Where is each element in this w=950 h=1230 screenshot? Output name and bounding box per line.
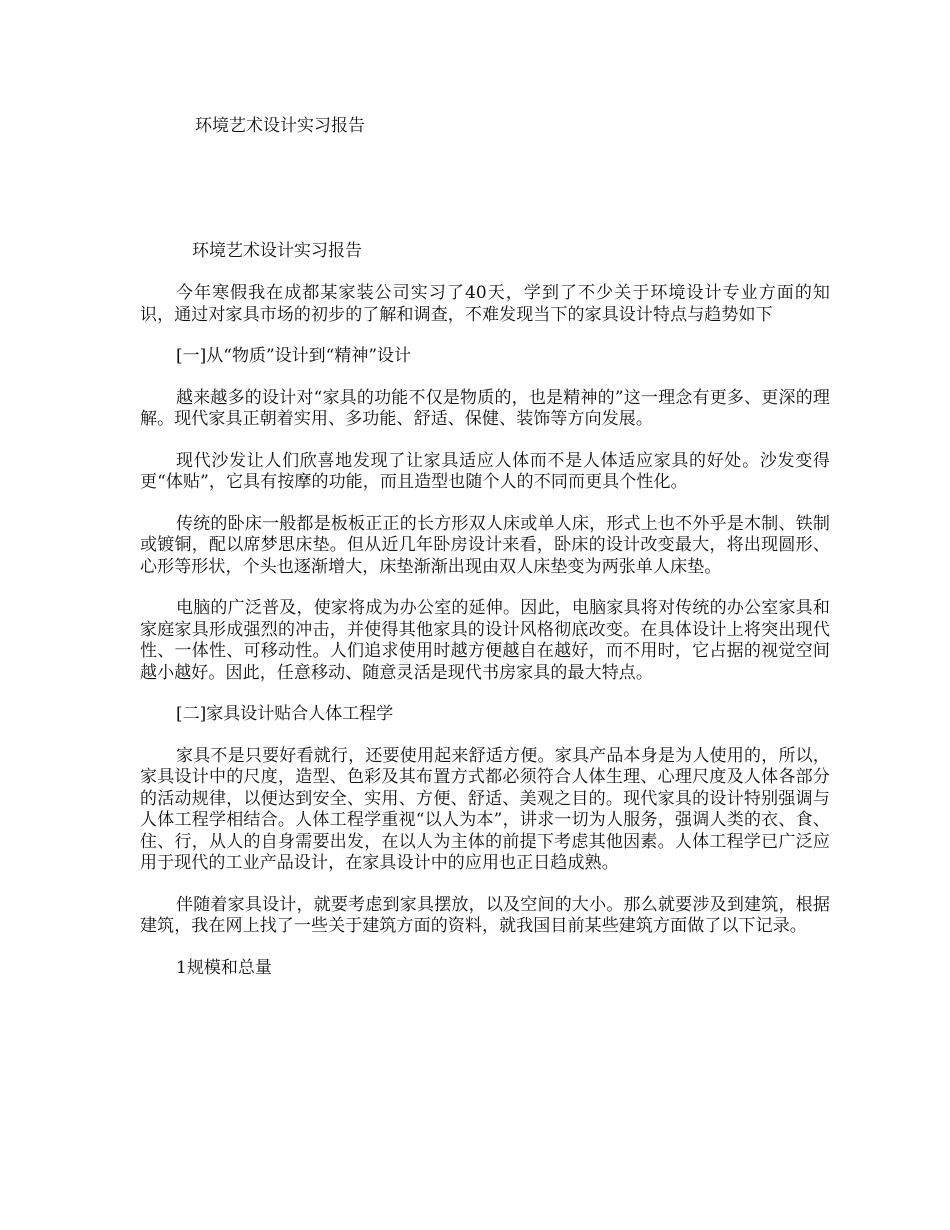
- paragraph-architecture: 伴随着家具设计，就要考虑到家具摆放，以及空间的大小。那么就要涉及到建筑，根据建筑，我在网上找了一些关于建筑方面的资料，就我国目前某些建筑方面做了以下记录。: [140, 894, 830, 936]
- paragraph-bed: 传统的卧床一般都是板板正正的长方形双人床或单人床，形式上也不外乎是木制、铁制或镀铜，配以席梦思床垫。但从近几年卧房设计来看，卧床的设计改变最大，将出现圆形、心形等形状，个头也逐渐增大，床垫渐渐出现由双人床垫变为两张单人床垫。: [140, 513, 830, 577]
- paragraph-spiritual-design: 越来越多的设计对“家具的功能不仅是物质的，也是精神的”这一理念有更多、更深的理解。现代家具正朝着实用、多功能、舒适、保健、装饰等方向发展。: [140, 387, 830, 429]
- top-title: 环境艺术设计实习报告: [195, 116, 365, 136]
- section-heading-3: 1规模和总量: [176, 957, 272, 978]
- body-title: 环境艺术设计实习报告: [192, 241, 362, 261]
- intro-paragraph: 今年寒假我在成都某家装公司实习了40天，学到了不少关于环境设计专业方面的知识，通过对家具市场的初步的了解和调查，不难发现当下的家具设计特点与趋势如下: [140, 283, 830, 325]
- section-heading-1: [一]从“物质”设计到“精神”设计: [176, 346, 412, 366]
- paragraph-computer-furniture: 电脑的广泛普及，使家将成为办公室的延伸。因此，电脑家具将对传统的办公室家具和家庭家具形成强烈的冲击，并使得其他家具的设计风格彻底改变。在具体设计上将突出现代性、一体性、可移动性。人们追求使用时越方便越自在越好，而不用时，它占据的视觉空间越小越好。因此，任意移动、随意灵活是现代书房家具的最大特点。: [140, 598, 830, 683]
- document-body: [140, 239, 830, 999]
- section-heading-2: [二]家具设计贴合人体工程学: [176, 704, 394, 724]
- paragraph-sofa: 现代沙发让人们欣喜地发现了让家具适应人体而不是人体适应家具的好处。沙发变得更“体贴”，它具有按摩的功能，而且造型也随个人的不同而更具个性化。: [140, 450, 830, 492]
- paragraph-ergonomics: 家具不是只要好看就行，还要使用起来舒适方便。家具产品本身是为人使用的，所以，家具设计中的尺度，造型、色彩及其布置方式都必须符合人体生理、心理尺度及人体各部分的活动规律，以便达到安全、实用、方便、舒适、美观之目的。现代家具的设计特别强调与人体工程学相结合。人体工程学重视“以人为本”，讲求一切为人服务，强调人类的衣、食、住、行，从人的自身需要出发，在以人为主体的前提下考虑其他因素。人体工程学已广泛应用于现代的工业产品设计，在家具设计中的应用也正日趋成熟。: [140, 745, 830, 873]
